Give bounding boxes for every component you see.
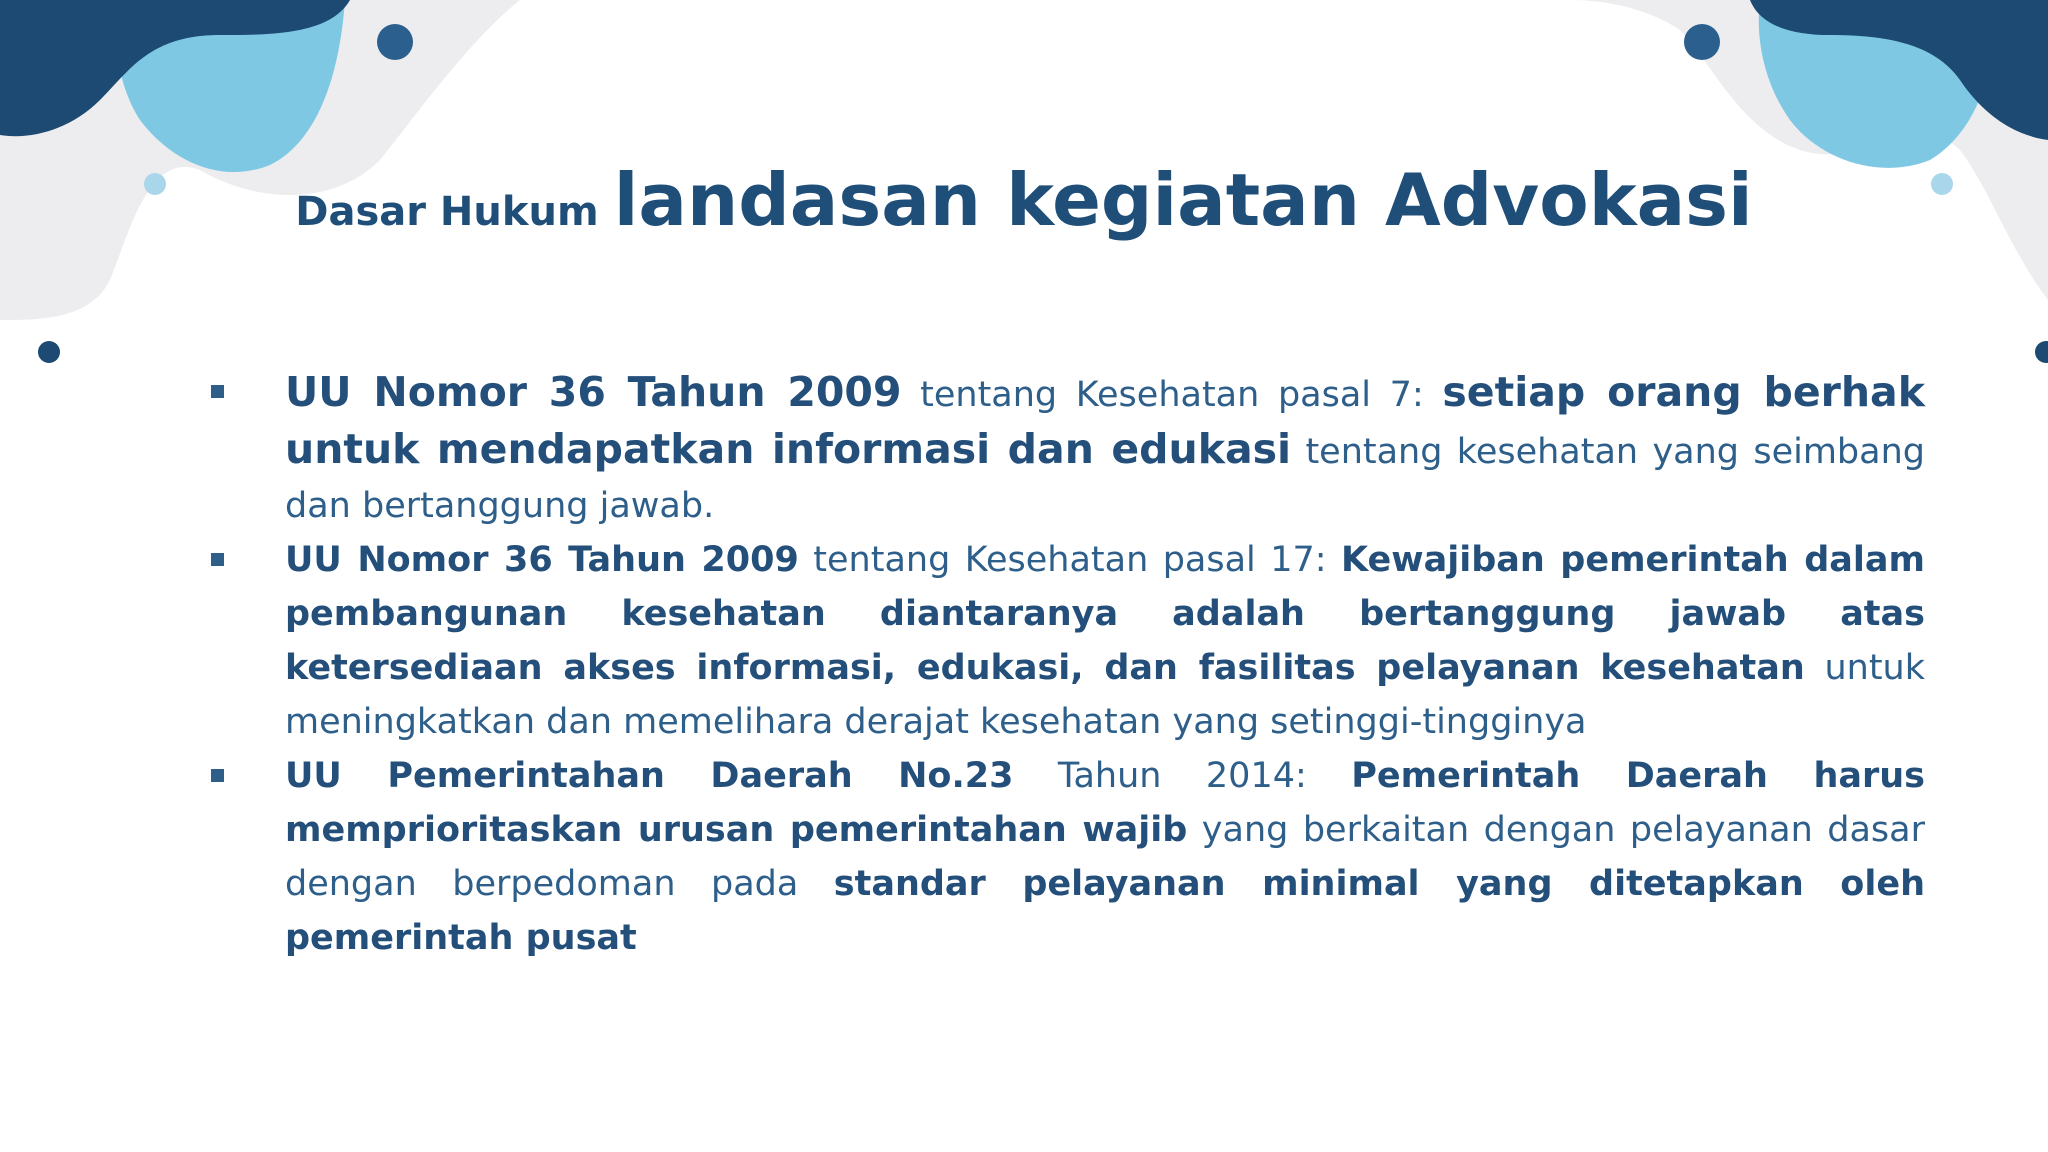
item-text: tentang kesehatan yang seimbang dan bertanggung jawab.	[285, 432, 1925, 526]
item-emphasis: setiap orang berhak untuk mendapatkan informasi dan edukasi	[285, 368, 1925, 473]
title-prefix: Dasar Hukum	[295, 189, 599, 235]
right-dark-dot	[2035, 341, 2048, 363]
bullet-list	[200, 365, 1925, 965]
square-bullet-icon	[211, 769, 224, 782]
item-text: tentang Kesehatan pasal 17:	[798, 540, 1341, 580]
left-dark-dot	[38, 341, 60, 363]
item-emphasis: Kewajiban pemerintah dalam pembangunan kesehatan diantaranya adalah bertanggung jawab atas ketersediaan akses informasi, edukasi, dan fasilitas pelayanan kesehatan	[285, 540, 1925, 688]
law-reference: UU Nomor 36 Tahun 2009	[285, 368, 902, 416]
item-emphasis: standar pelayanan minimal yang ditetapkan oleh pemerintah pusat	[285, 864, 1925, 958]
item-text: yang berkaitan dengan pelayanan dasar dengan berpedoman pada	[285, 810, 1925, 904]
top-left-dark-dot	[377, 24, 413, 60]
square-bullet-icon	[211, 385, 224, 398]
list-item	[200, 749, 1925, 965]
top-right-dark-dot	[1684, 24, 1720, 60]
item-text: untuk meningkatkan dan memelihara derajat kesehatan yang setinggi-tingginya	[285, 648, 1925, 742]
law-reference: UU Nomor 36 Tahun 2009	[285, 540, 799, 580]
item-text: tentang Kesehatan pasal 7:	[901, 375, 1443, 415]
list-item	[200, 533, 1925, 749]
list-item	[200, 365, 1925, 533]
slide-title	[0, 158, 2048, 242]
square-bullet-icon	[211, 553, 224, 566]
item-text: Tahun 2014:	[1013, 756, 1352, 796]
law-reference: UU Pemerintahan Daerah No.23	[285, 756, 1014, 796]
item-emphasis: Pemerintah Daerah harus memprioritaskan urusan pemerintahan wajib	[285, 756, 1925, 850]
title-main: landasan kegiatan Advokasi	[613, 158, 1753, 242]
